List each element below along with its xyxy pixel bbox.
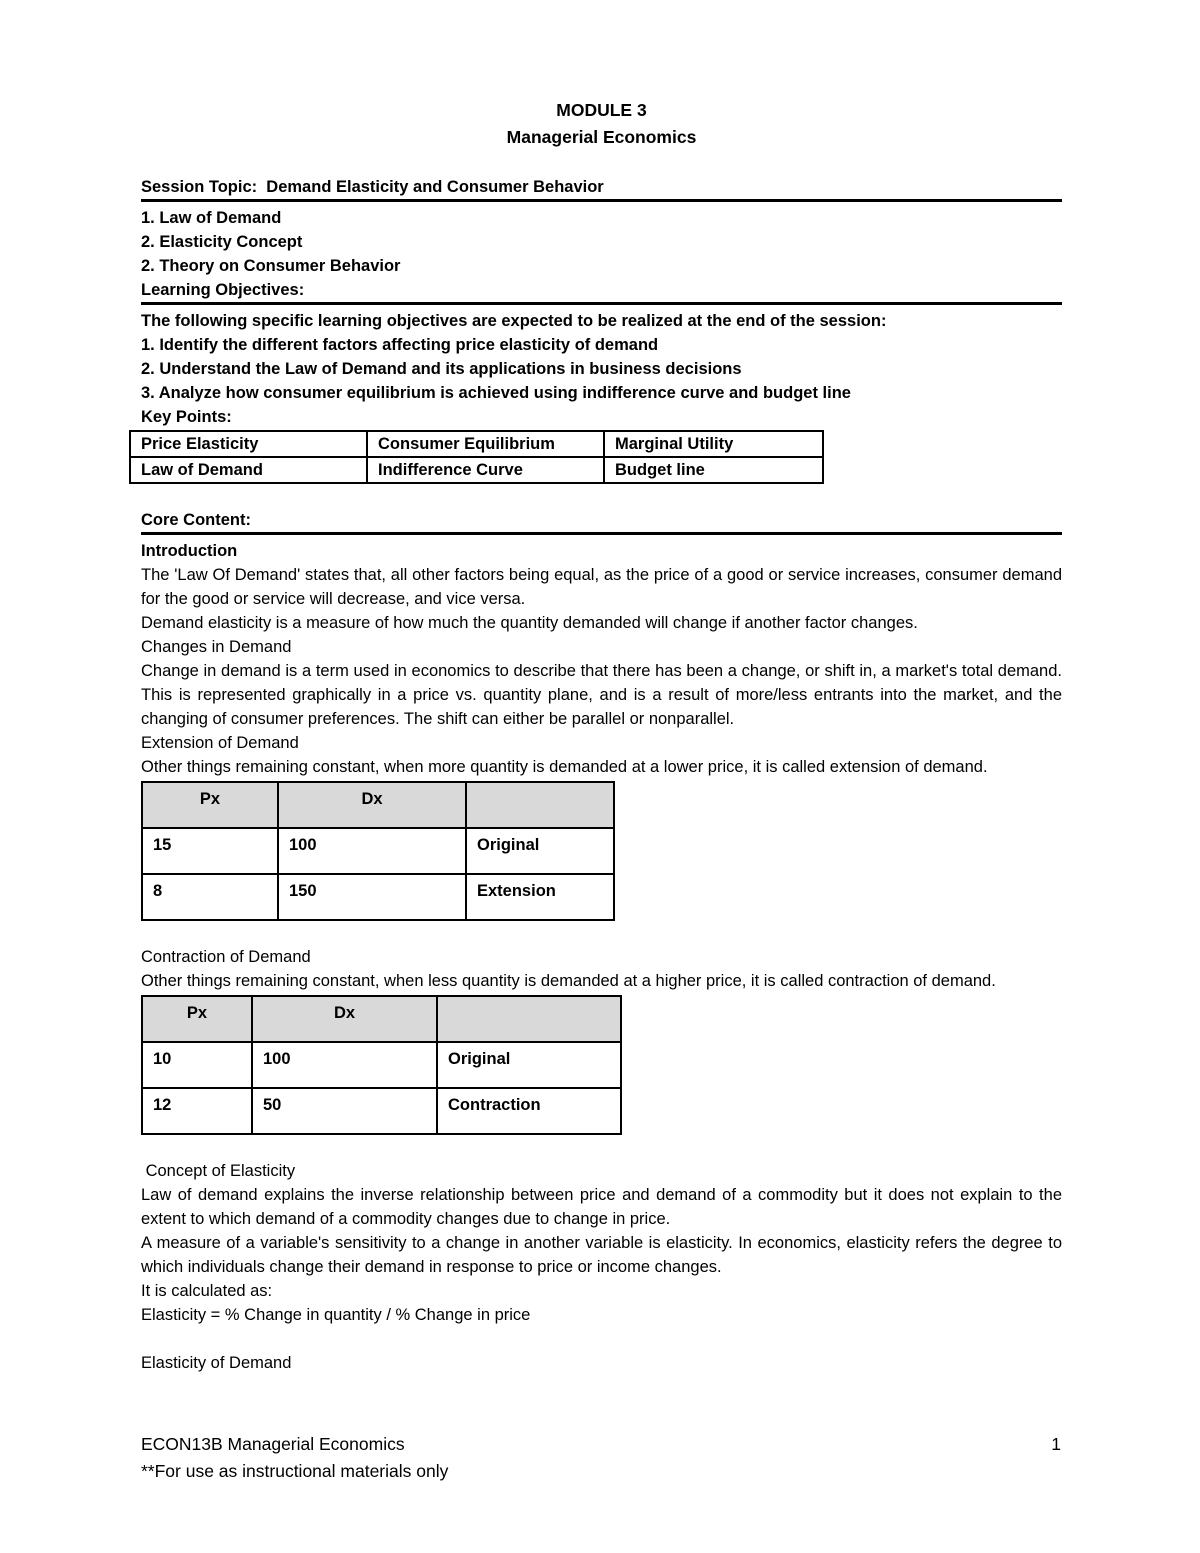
table-header-row xyxy=(142,782,614,828)
table-row xyxy=(142,828,614,874)
introduction-paragraph: The 'Law Of Demand' states that, all other factors being equal, as the price of a good or service increases, consumer demand for the good or service will decrease, and vice versa. xyxy=(141,566,1062,608)
page-footer xyxy=(141,1431,1061,1485)
table-cell: 15 xyxy=(142,828,278,874)
table-row xyxy=(142,1088,621,1134)
table-cell: 10 xyxy=(142,1042,252,1088)
key-points-table xyxy=(129,430,824,484)
column-header: Dx xyxy=(252,996,437,1042)
table-cell: Extension xyxy=(466,874,614,920)
table-cell: Original xyxy=(437,1042,621,1088)
topic-list xyxy=(141,206,1062,278)
subject-title: Managerial Economics xyxy=(506,127,697,147)
table-cell: 100 xyxy=(278,828,466,874)
column-header: Px xyxy=(142,996,252,1042)
table-header-row xyxy=(142,996,621,1042)
table-cell: 100 xyxy=(252,1042,437,1088)
footer-course: ECON13B Managerial Economics xyxy=(141,1434,405,1454)
extension-heading: Extension of Demand xyxy=(141,734,299,752)
column-header: Dx xyxy=(278,782,466,828)
table-row xyxy=(130,431,823,457)
topic-item: 2. Elasticity Concept xyxy=(141,233,303,251)
column-header xyxy=(466,782,614,828)
calculation-line: It is calculated as: xyxy=(141,1282,273,1300)
extension-table xyxy=(141,781,615,921)
topic-item: 2. Theory on Consumer Behavior xyxy=(141,257,401,275)
module-title: MODULE 3 xyxy=(556,100,647,120)
table-cell: Original xyxy=(466,828,614,874)
key-point-cell: Marginal Utility xyxy=(604,431,823,457)
concept-heading: Concept of Elasticity xyxy=(141,1162,296,1180)
key-point-cell: Price Elasticity xyxy=(130,431,367,457)
core-content-heading: Core Content: xyxy=(141,508,1062,535)
objectives-intro: The following specific learning objectives are expected to be realized at the end of the session: xyxy=(141,312,887,330)
table-cell: Contraction xyxy=(437,1088,621,1134)
concept-paragraph: A measure of a variable's sensitivity to a change in another variable is elasticity. In economics, elasticity refers the degree to which individuals change their demand in response to price or income changes. xyxy=(141,1234,1062,1276)
key-point-cell: Law of Demand xyxy=(130,457,367,483)
key-point-cell: Indifference Curve xyxy=(367,457,604,483)
contraction-table xyxy=(141,995,622,1135)
concept-paragraph: Law of demand explains the inverse relationship between price and demand of a commodity but it does not explain to the extent to which demand of a commodity changes due to change in price. xyxy=(141,1186,1062,1228)
column-header xyxy=(437,996,621,1042)
extension-paragraph: Other things remaining constant, when more quantity is demanded at a lower price, it is called extension of demand. xyxy=(141,758,988,776)
objective-item: 2. Understand the Law of Demand and its applications in business decisions xyxy=(141,360,742,378)
table-cell: 12 xyxy=(142,1088,252,1134)
contraction-paragraph: Other things remaining constant, when less quantity is demanded at a higher price, it is called contraction of demand. xyxy=(141,972,996,990)
elasticity-of-demand-heading: Elasticity of Demand xyxy=(141,1354,292,1372)
core-content xyxy=(141,539,1062,1375)
table-row xyxy=(142,874,614,920)
session-topic-line: Session Topic: Demand Elasticity and Consumer Behavior xyxy=(141,175,1062,202)
changes-paragraph: Change in demand is a term used in economics to describe that there has been a change, or shift in, a market's total demand. This is represented graphically in a price vs. quantity plane, and is a result of more/less entrants into the market, and the changing of consumer preferences. The shift can either be parallel or nonparallel. xyxy=(141,662,1062,728)
table-row xyxy=(130,457,823,483)
document-body xyxy=(141,97,1062,1375)
key-point-cell: Budget line xyxy=(604,457,823,483)
changes-heading: Changes in Demand xyxy=(141,638,292,656)
introduction-heading: Introduction xyxy=(141,542,238,560)
learning-objectives-heading: Learning Objectives: xyxy=(141,278,1062,305)
introduction-paragraph: Demand elasticity is a measure of how much the quantity demanded will change if another factor changes. xyxy=(141,614,918,632)
key-point-cell: Consumer Equilibrium xyxy=(367,431,604,457)
table-row xyxy=(142,1042,621,1088)
key-points-heading: Key Points: xyxy=(141,408,232,426)
table-cell: 150 xyxy=(278,874,466,920)
topic-item: 1. Law of Demand xyxy=(141,209,282,227)
elasticity-formula: Elasticity = % Change in quantity / % Change in price xyxy=(141,1306,531,1324)
table-cell: 50 xyxy=(252,1088,437,1134)
objective-item: 1. Identify the different factors affecting price elasticity of demand xyxy=(141,336,659,354)
footer-note: **For use as instructional materials only xyxy=(141,1461,449,1481)
contraction-heading: Contraction of Demand xyxy=(141,948,311,966)
page-number: 1 xyxy=(1051,1434,1061,1454)
column-header: Px xyxy=(142,782,278,828)
objective-item: 3. Analyze how consumer equilibrium is achieved using indifference curve and budget line xyxy=(141,384,851,402)
table-cell: 8 xyxy=(142,874,278,920)
objective-list xyxy=(141,309,1062,429)
